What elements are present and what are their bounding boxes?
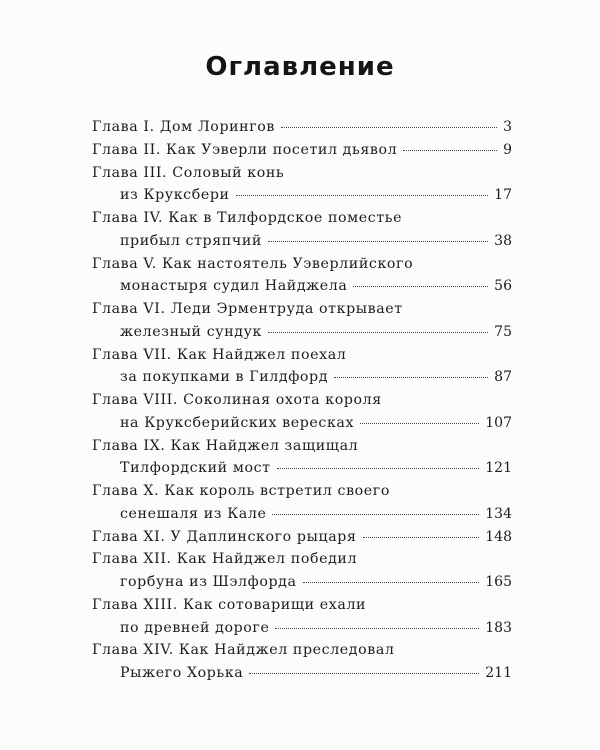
toc-entry-line — [92, 389, 512, 412]
toc-entry-line — [92, 116, 512, 139]
toc-entry-text: за покупками в Гилдфорд — [120, 369, 329, 386]
toc-entry-text: из Круксбери — [120, 187, 230, 204]
dot-leader — [275, 628, 479, 629]
toc-entry-line — [92, 344, 512, 367]
toc-entry-text: Глава VII. Как Найджел поехал — [92, 346, 347, 363]
toc-entry-line — [92, 526, 512, 549]
toc-entry-text: горбуна из Шэлфорда — [120, 574, 297, 590]
toc-entry-line — [92, 412, 512, 435]
dot-leader — [236, 195, 489, 196]
toc-entry-text: Глава II. Как Уэверли посетил дьявол — [92, 141, 398, 158]
table-of-contents — [92, 116, 512, 685]
toc-page-number: 75 — [494, 323, 512, 340]
toc-entry-line — [92, 662, 512, 685]
dot-leader — [268, 241, 488, 242]
toc-entry-line — [92, 480, 512, 503]
toc-page-number: 134 — [485, 505, 512, 522]
toc-entry-text: Рыжего Хорька — [120, 665, 244, 681]
toc-entry-line — [92, 298, 512, 321]
toc-entry-text: Глава X. Как король встретил своего — [92, 483, 390, 499]
toc-entry-line — [92, 571, 512, 594]
toc-entry-text: Глава XII. Как Найджел победил — [92, 551, 358, 568]
toc-page-number: 3 — [503, 119, 512, 135]
toc-entry-line — [92, 321, 512, 344]
toc-page-number: 183 — [485, 619, 512, 636]
toc-entry-line — [92, 617, 512, 640]
toc-entry-text: монастыря судил Найджела — [120, 278, 348, 295]
toc-page-number: 56 — [494, 278, 512, 295]
dot-leader — [272, 514, 479, 515]
toc-entry-text: на Круксберийских вересках — [120, 414, 355, 431]
toc-entry-line — [92, 366, 512, 389]
dot-leader — [303, 582, 480, 583]
toc-entry-text: Глава IV. Как в Тилфордское поместье — [92, 210, 403, 226]
toc-entry-line — [92, 275, 512, 298]
toc-entry-text: Глава III. Соловый конь — [92, 164, 285, 181]
toc-entry-line — [92, 139, 512, 162]
toc-entry-line — [92, 548, 512, 571]
toc-entry-text: Глава XIII. Как сотоварищи ехали — [92, 596, 367, 613]
toc-entry-text: Глава IX. Как Найджел защищал — [92, 437, 359, 454]
toc-entry-line — [92, 435, 512, 458]
toc-page-number: 17 — [494, 187, 512, 204]
toc-page-number: 9 — [503, 141, 512, 158]
toc-entry-line — [92, 253, 512, 276]
toc-page-number: 148 — [485, 528, 512, 545]
dot-leader — [363, 537, 480, 538]
dot-leader — [277, 468, 480, 469]
dot-leader — [268, 332, 488, 333]
toc-entry-line — [92, 594, 512, 617]
dot-leader — [353, 286, 488, 287]
dot-leader — [334, 377, 488, 378]
toc-entry-text: по древней дороге — [120, 619, 270, 636]
toc-page-number: 38 — [494, 232, 512, 249]
toc-page-number: 107 — [485, 414, 512, 431]
toc-entry-text: сенешаля из Кале — [120, 505, 267, 522]
toc-entry-line — [92, 230, 512, 253]
toc-entry-text: Глава XI. У Даплинского рыцаря — [92, 528, 357, 545]
toc-entry-line — [92, 162, 512, 185]
page-title: Оглавление — [205, 52, 395, 82]
dot-leader — [249, 673, 479, 674]
dot-leader — [403, 150, 497, 151]
toc-entry-text: Глава VIII. Соколиная охота короля — [92, 392, 382, 408]
toc-entry-line — [92, 184, 512, 207]
toc-page-number: 211 — [485, 665, 512, 681]
toc-entry-line — [92, 207, 512, 230]
toc-entry-text: Глава XIV. Как Найджел преследовал — [92, 642, 395, 659]
toc-entry-text: Глава I. Дом Лорингов — [92, 119, 276, 135]
toc-entry-line — [92, 639, 512, 662]
toc-page-number: 87 — [494, 369, 512, 386]
toc-entry-line — [92, 457, 512, 480]
toc-entry-text: прибыл стряпчий — [120, 232, 262, 249]
toc-entry-text: Глава V. Как настоятель Уэверлийского — [92, 255, 414, 272]
toc-entry-text: железный сундук — [120, 323, 263, 340]
toc-entry-line — [92, 503, 512, 526]
dot-leader — [281, 127, 497, 128]
toc-entry-text: Глава VI. Леди Эрментруда открывает — [92, 301, 403, 317]
toc-entry-text: Тилфордский мост — [120, 460, 271, 477]
toc-page-number: 121 — [485, 460, 512, 477]
dot-leader — [360, 423, 479, 424]
toc-page-number: 165 — [485, 574, 512, 590]
